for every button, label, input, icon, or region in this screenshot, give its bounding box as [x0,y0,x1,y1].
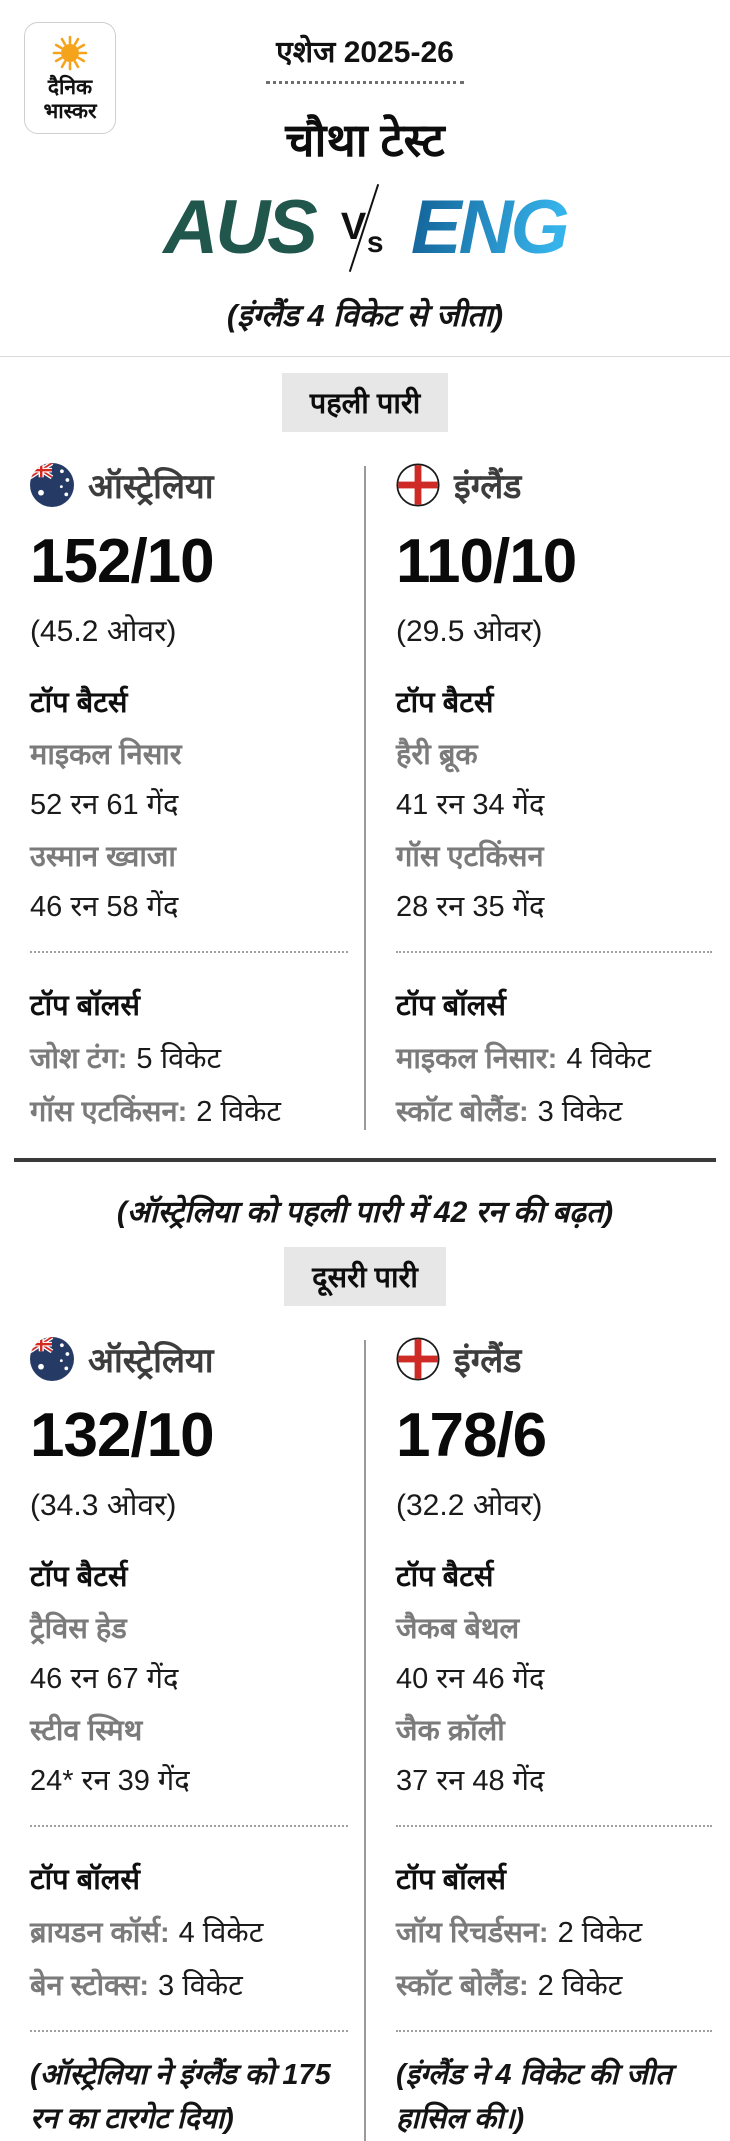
teams-headline [0,186,730,270]
dainik-bhaskar-logo [24,22,116,134]
england-flag-icon [396,1337,440,1381]
bowler-line: स्कॉट बोलैंड: 2 विकेट [396,1970,623,2002]
brand-name-line2: भास्कर [43,100,97,123]
team-name: इंग्लैंड [454,468,522,506]
series-title: एशेज 2025-26 [266,30,464,84]
team-header-eng [396,1336,712,1382]
bowler-line: गॉस एटकिंसन: 2 विकेट [30,1096,282,1128]
team-header-aus [30,462,348,508]
bowler-line: जोश टंग: 5 विकेट [30,1043,222,1075]
bowlers-label: टॉप बॉलर्स [396,1864,506,1896]
batter-name: जैक क्रॉली [396,1715,505,1747]
overs: (32.2 ओवर) [396,1489,543,1522]
dotted-divider [30,951,348,953]
overs: (29.5 ओवर) [396,615,543,648]
bowler-line: जॉय रिचर्डसन: 2 विकेट [396,1917,643,1949]
bowlers-label: टॉप बॉलर्स [30,1864,140,1896]
overs: (34.3 ओवर) [30,1489,177,1522]
team-header-eng [396,462,712,508]
team-eng-abbrev: ENG [410,185,567,270]
team-name: ऑस्ट्रेलिया [88,1342,214,1380]
innings1-eng-column [366,462,730,1130]
australia-flag-icon [30,1337,74,1381]
team-name: ऑस्ट्रेलिया [88,468,214,506]
dotted-divider [396,951,712,953]
batter-name: स्टीव स्मिथ [30,1715,143,1747]
team-header-aus [30,1336,348,1382]
bowler-line: स्कॉट बोलैंड: 3 विकेट [396,1096,623,1128]
score: 178/6 [396,1401,547,1470]
target-note: (ऑस्ट्रेलिया ने इंग्लैंड को 175 रन का टारगेट दिया) [30,2059,331,2135]
match-result-note: (इंग्लैंड 4 विकेट से जीता) [226,298,504,333]
score: 152/10 [30,527,214,596]
batters-label: टॉप बैटर्स [396,1561,494,1593]
batter-stat: 24* रन 39 गेंद [30,1765,190,1797]
batter-name: उस्मान ख्वाजा [30,841,176,873]
win-note: (इंग्लैंड ने 4 विकेट की जीत हासिल की।) [396,2059,672,2135]
innings2-aus-column [0,1336,364,2141]
innings2-eng-column [366,1336,730,2141]
team-name: इंग्लैंड [454,1342,522,1380]
vs-mark: V s [337,186,389,270]
batter-stat: 41 रन 34 गेंद [396,789,545,821]
batter-name: जैकब बेथल [396,1613,520,1645]
dotted-divider [30,1825,348,1827]
batter-name: माइकल निसार [30,739,182,771]
sunburst-icon [50,33,90,73]
innings1-aus-column [0,462,364,1130]
dotted-divider [396,1825,712,1827]
batter-stat: 37 रन 48 गेंद [396,1765,545,1797]
first-innings-lead-note: (ऑस्ट्रेलिया को पहली पारी में 42 रन की बढ़त) [116,1196,614,1229]
batter-stat: 46 रन 67 गेंद [30,1663,179,1695]
batters-label: टॉप बैटर्स [396,687,494,719]
bowler-line: बेन स्टोक्स: 3 विकेट [30,1970,243,2002]
score: 132/10 [30,1401,214,1470]
dotted-divider [30,2030,348,2032]
batters-label: टॉप बैटर्स [30,687,128,719]
innings2-badge: दूसरी पारी [284,1247,446,1306]
england-flag-icon [396,463,440,507]
brand-name-line1: दैनिक [47,75,93,99]
header-divider [0,356,730,357]
batter-stat: 46 रन 58 गेंद [30,891,179,923]
batter-name: हैरी ब्रूक [396,739,478,771]
batters-label: टॉप बैटर्स [30,1561,128,1593]
team-aus-abbrev: AUS [163,185,315,270]
australia-flag-icon [30,463,74,507]
score: 110/10 [396,527,577,596]
bowlers-label: टॉप बॉलर्स [30,990,140,1022]
bowler-line: माइकल निसार: 4 विकेट [396,1043,652,1075]
innings1-badge: पहली पारी [282,373,448,432]
batter-name: ट्रैविस हेड [30,1613,127,1645]
batter-stat: 28 रन 35 गेंद [396,891,545,923]
bowlers-label: टॉप बॉलर्स [396,990,506,1022]
innings1-columns [0,462,730,1130]
bowler-line: ब्रायडन कॉर्स: 4 विकेट [30,1917,264,1949]
dotted-divider [396,2030,712,2032]
batter-stat: 40 रन 46 गेंद [396,1663,545,1695]
match-title: चौथा टेस्ट [285,114,445,166]
innings2-columns [0,1336,730,2141]
overs: (45.2 ओवर) [30,615,177,648]
batter-stat: 52 रन 61 गेंद [30,789,179,821]
batter-name: गॉस एटकिंसन [396,841,544,873]
section-divider [14,1158,716,1162]
